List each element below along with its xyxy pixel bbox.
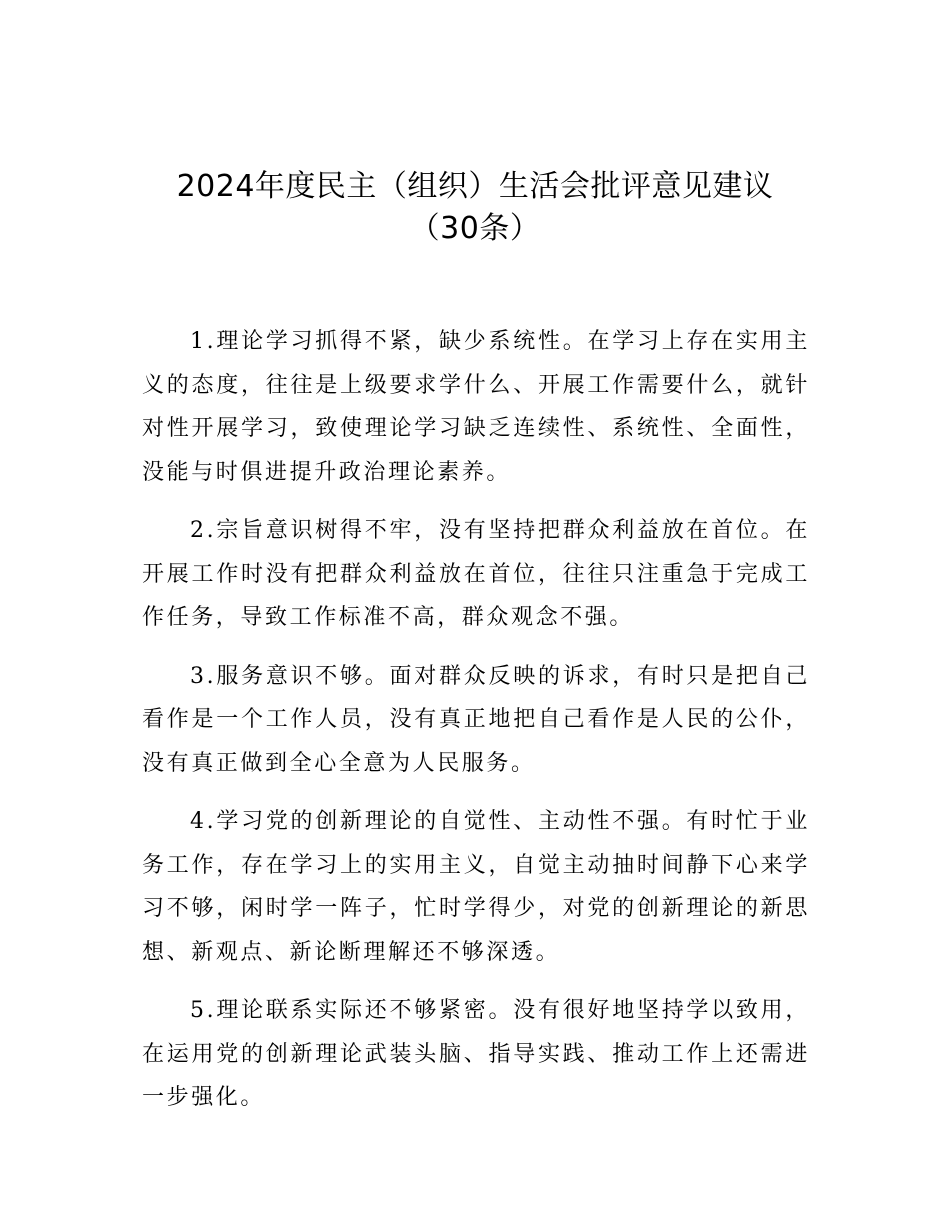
document-body: [142, 320, 810, 1135]
paragraph-2: 2.宗旨意识树得不牢，没有坚持把群众利益放在首位。在开展工作时没有把群众利益放在首位，往往只注重急于完成工作任务，导致工作标准不高，群众观念不强。: [142, 518, 810, 630]
paragraph-4: 4.学习党的创新理论的自觉性、主动性不强。有时忙于业务工作，存在学习上的实用主义，自觉主动抽时间静下心来学习不够，闲时学一阵子，忙时学得少，对党的创新理论的新思想、新观点、新论断理解还不够深透。: [142, 809, 810, 965]
document-title: [100, 166, 850, 250]
paragraph-1: 1.理论学习抓得不紧，缺少系统性。在学习上存在实用主义的态度，往往是上级要求学什么、开展工作需要什么，就针对性开展学习，致使理论学习缺乏连续性、系统性、全面性，没能与时俱进提升政治理论素养。: [142, 329, 810, 485]
paragraph-3: 3.服务意识不够。面对群众反映的诉求，有时只是把自己看作是一个工作人员，没有真正地把自己看作是人民的公仆，没有真正做到全心全意为人民服务。: [142, 663, 810, 776]
paragraph-5: 5.理论联系实际还不够紧密。没有很好地坚持学以致用，在运用党的创新理论武装头脑、指导实践、推动工作上还需进一步强化。: [142, 998, 810, 1110]
title-line-2: （30条）: [409, 211, 541, 246]
title-line-1: 2024年度民主（组织）生活会批评意见建议: [176, 169, 774, 204]
